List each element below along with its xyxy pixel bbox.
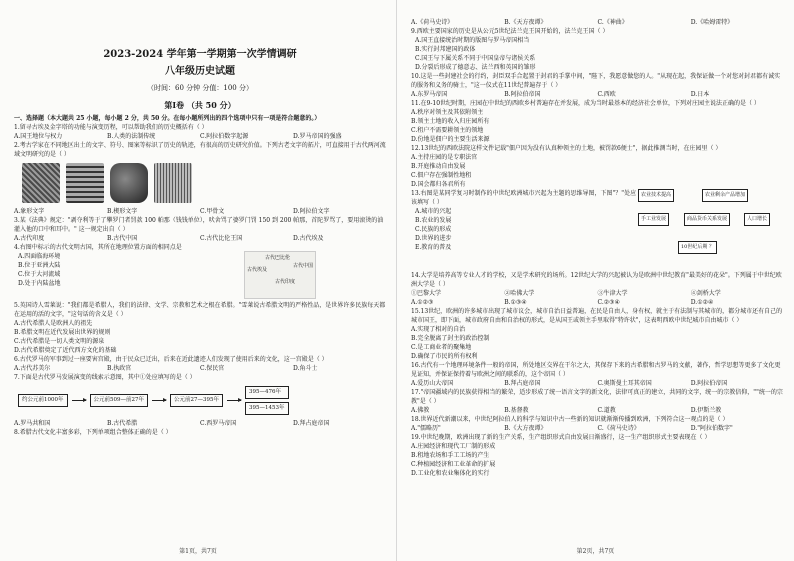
- option: ①巴黎大学: [411, 290, 442, 297]
- question-14-items: [411, 289, 784, 298]
- arabic-rubbing-image: [154, 163, 192, 203]
- option: A.城市的兴起: [415, 208, 452, 215]
- section-instructions: 一、选择题（本大题共 25 小题，每小题 2 分，共 50 分。在每小题所列出的四个选项中只有一项是符合题意的。）: [14, 115, 321, 122]
- question-6-options: [14, 364, 386, 373]
- option: C.种植园经济和工业革命的扩展: [411, 461, 496, 468]
- time-info: （时间：60 分钟 分值：100 分）: [147, 84, 253, 92]
- option: A.古代苏美尔: [14, 365, 51, 372]
- question-19: 19.中世纪晚期，欧洲出现了新的生产关系，生产组织形式自由发展日渐盛行，这一生产组织形式主要表现在（ ）: [411, 434, 711, 441]
- option: A.①②③: [411, 299, 434, 306]
- right-column: [411, 18, 784, 478]
- option: B.①③④: [504, 299, 527, 306]
- question-16: 16.古代有一个地理环境条件一般的帝国，所处地区交界在干尔之大，其保存下来的古希腊和古罗马的文献，著作，哲学思想等更多了文化更见证知，并保证保持着与欧洲之间的联系的，这个帝国（ ）: [411, 362, 781, 378]
- question-18: 18.世界近代新潮以来，中世纪阿拉伯人的科学与知识中古一些新的知识就渐渐传播到欧洲，下列符合这一观点的是（ ）: [411, 416, 729, 423]
- question-18-options: [411, 424, 784, 433]
- question-3-options: [14, 234, 386, 243]
- option: A.主持庄园的是专职法官: [411, 154, 478, 161]
- question-1-options: [14, 132, 386, 141]
- question-17: 17."帝国疆域内的民族获得相当的繁荣，适步形成了统一语言文字的新文化，法律可真正的建立，共同的文字，统一的宗教信仰，""统一的宗教"是（ ）: [411, 389, 783, 405]
- option: D."阿拉伯数字": [690, 425, 733, 432]
- question-7-options: [14, 419, 386, 428]
- left-column: [14, 10, 386, 437]
- option: C.道教: [597, 407, 616, 414]
- timeline-split: [245, 386, 289, 415]
- part-title: 第Ⅰ卷 （共 50 分）: [164, 100, 236, 110]
- option: A.秩序对领主及其依附领主: [411, 109, 484, 116]
- mindmap-node: 人口增长: [744, 213, 770, 226]
- option: A.象形文字: [14, 208, 45, 215]
- right-page: [397, 0, 794, 561]
- mindmap-node: 手工业发展: [638, 213, 669, 226]
- option: A.国王直接统治时期的版图与罗马帝国相当: [415, 37, 530, 44]
- timeline-box: 公元前27—395年: [170, 394, 223, 407]
- mindmap-node: 商品货币关系发展: [684, 213, 730, 226]
- question-5-options: [14, 319, 386, 355]
- cuneiform-rubbing-image: [66, 163, 104, 203]
- option: B.希腊文明在近代发展出世界的规则: [14, 329, 111, 336]
- option: B.执政官: [106, 365, 132, 372]
- option: B.开庭推动自由发展: [411, 163, 466, 170]
- option: D.世界的进步: [415, 235, 452, 242]
- option: C.西欧: [597, 91, 616, 98]
- question-11-options: [411, 108, 784, 144]
- option: D.伊斯兰教: [690, 407, 722, 414]
- option: D.日本: [690, 91, 710, 98]
- option: B.拜占庭帝国: [504, 380, 541, 387]
- mindmap-node: 农业剩余产品增加: [702, 189, 748, 202]
- option: A.庄园经济和现代工厂制的形成: [411, 443, 496, 450]
- option: C.民族的形成: [415, 226, 452, 233]
- option: D.处于内陆盆地: [18, 280, 61, 287]
- question-15-options: [411, 325, 784, 361]
- option: C.西罗马帝国: [199, 420, 237, 427]
- option: B.租地农场和手工工场的产生: [411, 452, 490, 459]
- map-label: 古代巴比伦: [265, 255, 291, 261]
- option: D.阿拉伯帝国: [690, 380, 728, 387]
- question-10-options: [411, 90, 784, 99]
- option: ③牛津大学: [597, 290, 628, 297]
- map-label: 古代中国: [293, 263, 314, 269]
- option: D.罗马帝国的强盛: [292, 133, 342, 140]
- mindmap-node: 农业技术提高: [638, 189, 674, 202]
- rome-timeline-diagram: [18, 386, 386, 415]
- option: B.楔形文字: [106, 208, 138, 215]
- option: D.古代希腊奠定了近代西方文化的基础: [14, 347, 117, 354]
- question-4-block: [14, 243, 386, 301]
- option: A.东罗马帝国: [411, 91, 448, 98]
- question-7: 7.下面是古代罗马发展演变的线索示意图，其中①处应填写的是（ ）: [14, 374, 196, 381]
- exam-title: 2023-2024 学年第一学期第一次学情调研: [103, 49, 297, 60]
- timeline-box: 395—1453年: [245, 402, 289, 415]
- option: B.位于亚洲大陆: [18, 262, 61, 269]
- option: C.奥斯曼土耳其帝国: [597, 380, 652, 387]
- question-8: 8.希腊古代文化丰富多彩，下列单项组合整体正确的是（ ）: [14, 429, 172, 436]
- option: A.古代希腊人是欧洲人的祖先: [14, 320, 93, 327]
- map-label: 古代埃及: [247, 267, 268, 273]
- question-5: 5.英国诗人雪莱说："我们都是希腊人，我们的法律、文学、宗教和艺术之根在希腊。"雪莱说古希腊文明的严格性品，是世界许多民族每天都在运用的活的文字，"这句话的含义是（ ）: [14, 302, 386, 318]
- question-15: 15.13世纪，欧洲的许多城市出现了城市议会，城市自治日益普遍，在民是自由人，身有权，就主于有法制与其城市的，都分城市还有自己的城市国王，即下面，城市政府自由和自治权的形式，是从国王或领主手里取得"特许状"，这表明西欧中世纪城市自由城市（ ）: [411, 308, 783, 324]
- option: A.古代印度: [14, 235, 45, 242]
- question-6: 6.古代罗马的军事到过一座要害宫殿，由于民众已迁出，后来在近此遗迹人们发现了使用后来的文化，这一宫殿是（ ）: [14, 356, 328, 363]
- question-19-options: [411, 442, 784, 478]
- question-3: 3.某《法典》规定："剥夺利等于了攀罗门者罚款 100 帕那（钱钱单位），吠舍骂了婆罗门罚 150 到 200 帕那，首陀罗骂了，要用滚烫的油灌入他的口中和耳中。" 这一规定出自（ ）: [14, 217, 384, 233]
- option: B.古代希腊: [106, 420, 138, 427]
- question-12: 12.13世纪的西欧法院这样文件记载"佃户因为没有认真种领主的土地，被罚款6便士"，据此推测当时，在庄园里（ ）: [411, 145, 722, 152]
- script-rubbings: [22, 163, 386, 203]
- option: C.古代比伦王国: [199, 235, 243, 242]
- option: A.罗马共和国: [14, 420, 51, 427]
- option: B.实行封邦建国的政体: [415, 46, 476, 53]
- option: C.古代希腊是一切人类文明的源泉: [14, 338, 105, 345]
- option: B.完全脱离了封主的政治控制: [411, 335, 490, 342]
- arrow-right-icon: [72, 400, 86, 401]
- question-9: 9.西欧主要国家的历史是从公元5世纪法兰克王国开始的，法兰克王国（ ）: [411, 28, 609, 35]
- question-13-block: [411, 189, 784, 271]
- option: A.佛教: [411, 407, 430, 414]
- option: B.领主土地的收入归庄园所有: [411, 118, 490, 125]
- option: D.拜占庭帝国: [292, 420, 330, 427]
- option: A.《荷马史诗》: [411, 19, 454, 26]
- arrow-right-icon: [152, 400, 166, 401]
- option: D.份地是佃户的主要生活来源: [411, 136, 490, 143]
- option: A."儒略历": [411, 425, 441, 432]
- timeline-box: 公元前509—前27年: [90, 394, 149, 407]
- option: D.古代埃及: [292, 235, 324, 242]
- medieval-city-mindmap: [638, 189, 776, 263]
- oracle-bone-rubbing-image: [110, 163, 148, 203]
- question-1: 1.留寻古埃及金字塔的功能与演变历程，可以帮助我们的历史概括有（ ）: [14, 124, 208, 131]
- option: C.②③④: [597, 299, 620, 306]
- option: ②哈佛大学: [504, 290, 535, 297]
- option: B.农业的发展: [415, 217, 452, 224]
- question-14-options: [411, 298, 784, 307]
- question-10: 10.这是一些封建社会的行约，封臣双手合起置于封君的手掌中间，"陛下，我愿意做您的人。"从现在起，我保证做一个对您对封君都有诚实的服务和义务的骑士，"这一仪式在11世纪普遍存于（ ）: [411, 73, 781, 89]
- question-16-options: [411, 379, 784, 388]
- map-label: 古代印度: [275, 279, 296, 285]
- option: C.《神曲》: [597, 19, 628, 26]
- option: D.确保了市民的所有权利: [411, 353, 478, 360]
- question-13: 13.右图是某同学复习时制作的中世纪欧洲城市兴起为主题的思维导图，下图"？"处应该填写（ ）: [411, 190, 637, 206]
- exam-subtitle: 八年级历史试题: [165, 66, 235, 77]
- option: D.工业化和农业集体化的实行: [411, 470, 490, 477]
- ancient-civilizations-map: [244, 251, 316, 299]
- option: B.基督教: [504, 407, 529, 414]
- question-9-options: [415, 36, 784, 72]
- question-4-options: [18, 252, 386, 288]
- option: D.①②④: [690, 299, 714, 306]
- option: B.《天方夜谭》: [504, 19, 547, 26]
- page-number: 第2页，共7页: [576, 548, 615, 555]
- timeline-box: 约公元前1000年: [18, 394, 68, 407]
- arrow-right-icon: [227, 400, 241, 401]
- option: A.国王地位与权力: [14, 133, 63, 140]
- option: C.《荷马史诗》: [597, 425, 640, 432]
- option: C.甲骨文: [199, 208, 225, 215]
- question-12-options: [411, 153, 784, 189]
- option: B.古代中国: [106, 235, 138, 242]
- option: A.实现了相对的自治: [411, 326, 466, 333]
- option: ④剑桥大学: [690, 290, 721, 297]
- option: D.《哈姆雷特》: [690, 19, 734, 26]
- option: B.人类的法制传统: [106, 133, 156, 140]
- option: A.四面临海环境: [18, 253, 61, 260]
- option: D.阿拉伯文字: [292, 208, 330, 215]
- option: C.租户不需要耕领主的领地: [411, 127, 484, 134]
- option: D.角斗士: [292, 365, 318, 372]
- option: B.阿拉伯帝国: [504, 91, 541, 98]
- question-2: 2.考古学家在不同地区出土的文字、符号、图案等标识了历史的轨迹，有很高的历史研究价值。下列古老文字的拓片，可直接用于古代两河流域文明研究的是（ ）: [14, 142, 386, 158]
- option: C.阿拉伯数字起源: [199, 133, 249, 140]
- timeline-box: 395—476年: [245, 386, 289, 399]
- question-4: 4.右图中标示的古代文明古国，其所在地理位置方面的相同点是: [14, 244, 182, 251]
- option: C.保民官: [199, 365, 225, 372]
- option: C.国王与下属关系不同于中国皇帝与诸侯关系: [415, 55, 536, 62]
- question-8-options: [411, 18, 784, 27]
- option: E.教育的普及: [415, 244, 452, 251]
- option: D.分裂后形成了德意志、法兰西和英国的雏形: [415, 64, 536, 71]
- mindmap-node: 10世纪后期 ？: [678, 241, 717, 254]
- option: B.《大方夜谭》: [504, 425, 547, 432]
- option: A.爱历山大帝国: [411, 380, 454, 387]
- hieroglyph-rubbing-image: [22, 163, 60, 203]
- option: C.佃户存在强制性地租: [411, 172, 472, 179]
- option: D.国会都归各君所有: [411, 181, 466, 188]
- option: C.位于大河流域: [18, 271, 61, 278]
- question-17-options: [411, 406, 784, 415]
- question-14: 14.大学是培养高等专业人才的学校，又是学术研究的场所。12世纪大学的兴起被认为是欧洲中世纪教育"最美好的花朵"。下列属于中世纪欧洲大学是（ ）: [411, 272, 782, 288]
- question-2-options: [14, 207, 386, 216]
- question-11: 11.在9-10世纪时期，庄园在中世纪的西欧乡村普遍存在并发展，成为当时最基本的经济社会单位，下列对庄园主说法正确的是（ ）: [411, 100, 760, 107]
- option: C.是工商业者的聚集地: [411, 344, 472, 351]
- page-number: 第1页，共7页: [179, 548, 217, 555]
